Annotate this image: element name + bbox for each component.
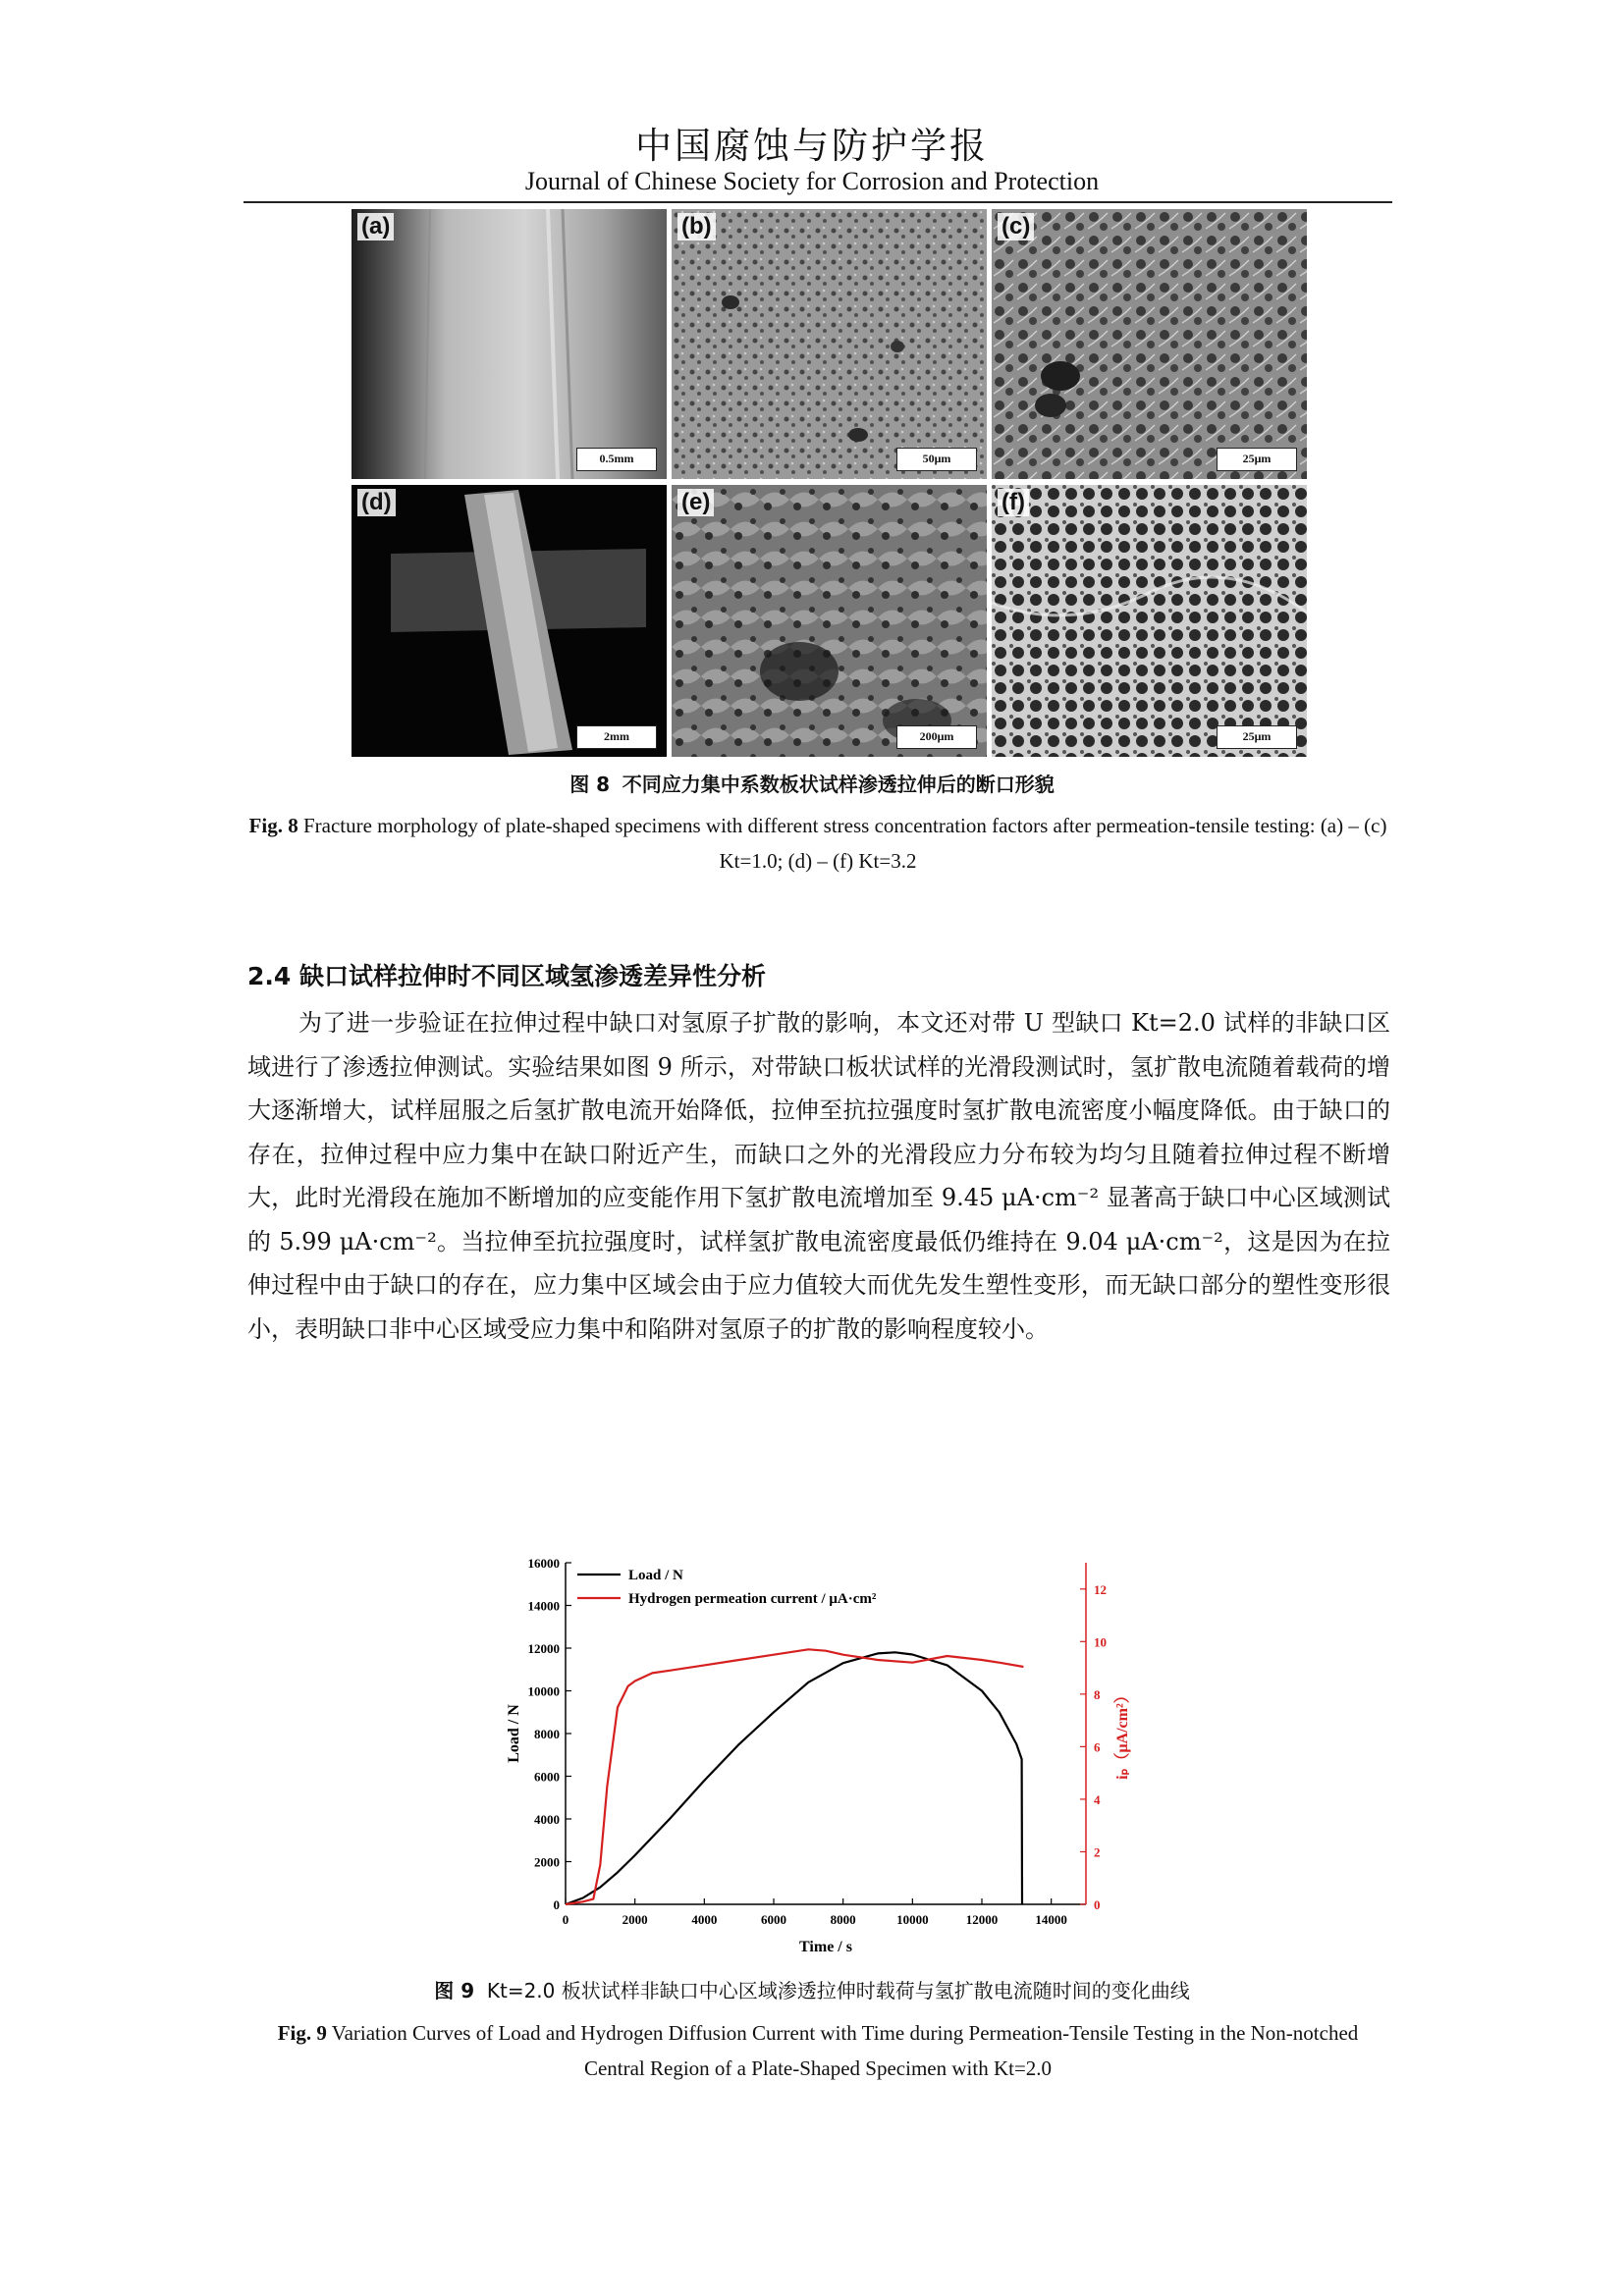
x-tick-label: 6000 <box>761 1912 786 1927</box>
x-tick-label: 0 <box>562 1912 569 1927</box>
y-right-tick-label: 4 <box>1094 1791 1101 1807</box>
panel-label-a: (a) <box>357 213 394 240</box>
sem-panel-c <box>992 209 1307 479</box>
journal-title-en: Journal of Chinese Society for Corrosion and Protection <box>524 167 1100 195</box>
figure8-caption-cn <box>0 769 1624 797</box>
figure9-caption-cn-label: 图 9 <box>434 1979 475 2002</box>
figure9-caption-en <box>255 2015 1380 2086</box>
sem-image-f <box>992 485 1307 757</box>
figure9-caption-en-text: Variation Curves of Load and Hydrogen Diffusion Current with Time during Permeation-Tensile Testing in the Non-notched Central Region of a Plate-Shaped Specimen with Kt=2.0 <box>331 2021 1359 2080</box>
series-load-line <box>566 1652 1022 1904</box>
x-tick-label: 12000 <box>965 1912 999 1927</box>
y-right-tick-label: 0 <box>1094 1897 1101 1912</box>
scalebar-a: 0.5mm <box>576 448 657 471</box>
figure9-caption-cn-text: Kt=2.0 板状试样非缺口中心区域渗透拉伸时载荷与氢扩散电流随时间的变化曲线 <box>486 1979 1190 2002</box>
sem-image-e <box>672 485 987 757</box>
chart-svg <box>491 1541 1139 1973</box>
scalebar-e: 200μm <box>896 725 977 749</box>
sem-panel-f <box>992 485 1307 757</box>
figure9-chart <box>491 1541 1139 1973</box>
panel-label-b: (b) <box>677 213 716 240</box>
y-left-tick-label: 6000 <box>534 1769 560 1785</box>
section-heading: 2.4 缺口试样拉伸时不同区域氢渗透差异性分析 <box>247 962 766 990</box>
header-rule <box>244 201 1392 203</box>
figure8-caption-en <box>244 808 1392 879</box>
sem-panel-b <box>672 209 987 479</box>
y-right-axis-title: iₚ（μA/cm²） <box>1114 1687 1131 1780</box>
y-right-tick-label: 6 <box>1094 1739 1101 1755</box>
scalebar-c: 25μm <box>1217 448 1297 471</box>
figure9-caption-cn <box>0 1975 1624 2003</box>
x-tick-label: 8000 <box>830 1912 856 1927</box>
series-current-line <box>566 1649 1023 1904</box>
x-axis-title: Time / s <box>799 1939 852 1955</box>
y-left-axis-title: Load / N <box>506 1704 522 1763</box>
figure8-caption-en-label: Fig. 8 <box>248 814 298 837</box>
sem-panel-e <box>672 485 987 757</box>
sem-image-c <box>992 209 1307 479</box>
y-left-tick-label: 16000 <box>527 1556 560 1571</box>
y-left-tick-label: 10000 <box>527 1683 560 1699</box>
sem-image-d <box>352 485 667 757</box>
body-text <box>247 1001 1390 1351</box>
figure8-caption-cn-label: 图 8 <box>569 773 611 796</box>
y-left-tick-label: 14000 <box>527 1598 560 1614</box>
scalebar-f: 25μm <box>1217 725 1297 749</box>
panel-label-c: (c) <box>998 213 1034 240</box>
legend-label: Hydrogen permeation current / μA·cm² <box>628 1591 877 1607</box>
y-left-tick-label: 2000 <box>534 1854 560 1870</box>
sem-image-a <box>352 209 667 479</box>
sem-panel-d <box>352 485 667 757</box>
legend-label: Load / N <box>628 1568 683 1583</box>
x-tick-label: 14000 <box>1035 1912 1067 1927</box>
panel-label-e: (e) <box>677 489 714 516</box>
x-tick-label: 2000 <box>622 1912 648 1927</box>
y-right-tick-label: 8 <box>1094 1686 1101 1702</box>
y-left-tick-label: 0 <box>553 1897 560 1912</box>
x-tick-label: 4000 <box>691 1912 718 1927</box>
x-tick-label: 10000 <box>896 1912 929 1927</box>
figure8-caption-cn-text: 不同应力集中系数板状试样渗透拉伸后的断口形貌 <box>622 773 1055 796</box>
y-left-tick-label: 12000 <box>527 1641 560 1656</box>
y-left-tick-label: 8000 <box>534 1727 560 1741</box>
y-right-tick-label: 12 <box>1094 1581 1107 1597</box>
body-paragraph: 为了进一步验证在拉伸过程中缺口对氢原子扩散的影响，本文还对带 U 型缺口 Kt=2.0 试样的非缺口区域进行了渗透拉伸测试。实验结果如图 9 所示，对带缺口板状试样的光滑段测试时，氢扩散电流随着载荷的增大逐渐增大，试样屈服之后氢扩散电流开始降低，拉伸至抗拉强度时氢扩散电流密度小幅度降低。由于缺口的存在，拉伸过程中应力集中在缺口附近产生，而缺口之外的光滑段应力分布较为均匀且随着拉伸过程不断增大，此时光滑段在施加不断增加的应变能作用下氢扩散电流增加至 9.45 μA·cm⁻² 显著高于缺口中心区域测试的 5.99 μA·cm⁻²。当拉伸至抗拉强度时，试样氢扩散电流密度最低仍维持在 9.04 μA·cm⁻²，这是因为在拉伸过程中由于缺口的存在，应力集中区域会由于应力值较大而优先发生塑性变形，而无缺口部分的塑性变形很小，表明缺口非中心区域受应力集中和陷阱对氢原子的扩散的影响程度较小。 <box>247 1009 1390 1343</box>
sem-image-b <box>672 209 987 479</box>
y-right-tick-label: 10 <box>1094 1634 1107 1650</box>
sem-panel-a <box>352 209 667 479</box>
y-left-tick-label: 4000 <box>534 1812 560 1827</box>
journal-title-cn: 中国腐蚀与防护学报 <box>635 125 989 167</box>
figure9-caption-en-label: Fig. 9 <box>277 2021 327 2045</box>
panel-label-f: (f) <box>998 489 1029 516</box>
figure8-caption-en-text: Fracture morphology of plate-shaped specimens with different stress concentration factors after permeation-tensile testing: (a) – (c) Kt=1.0; (d) – (f) Kt=3.2 <box>302 814 1387 873</box>
scalebar-d: 2mm <box>576 725 657 749</box>
y-right-tick-label: 2 <box>1094 1844 1101 1860</box>
panel-label-d: (d) <box>357 489 396 516</box>
scalebar-b: 50μm <box>896 448 977 471</box>
